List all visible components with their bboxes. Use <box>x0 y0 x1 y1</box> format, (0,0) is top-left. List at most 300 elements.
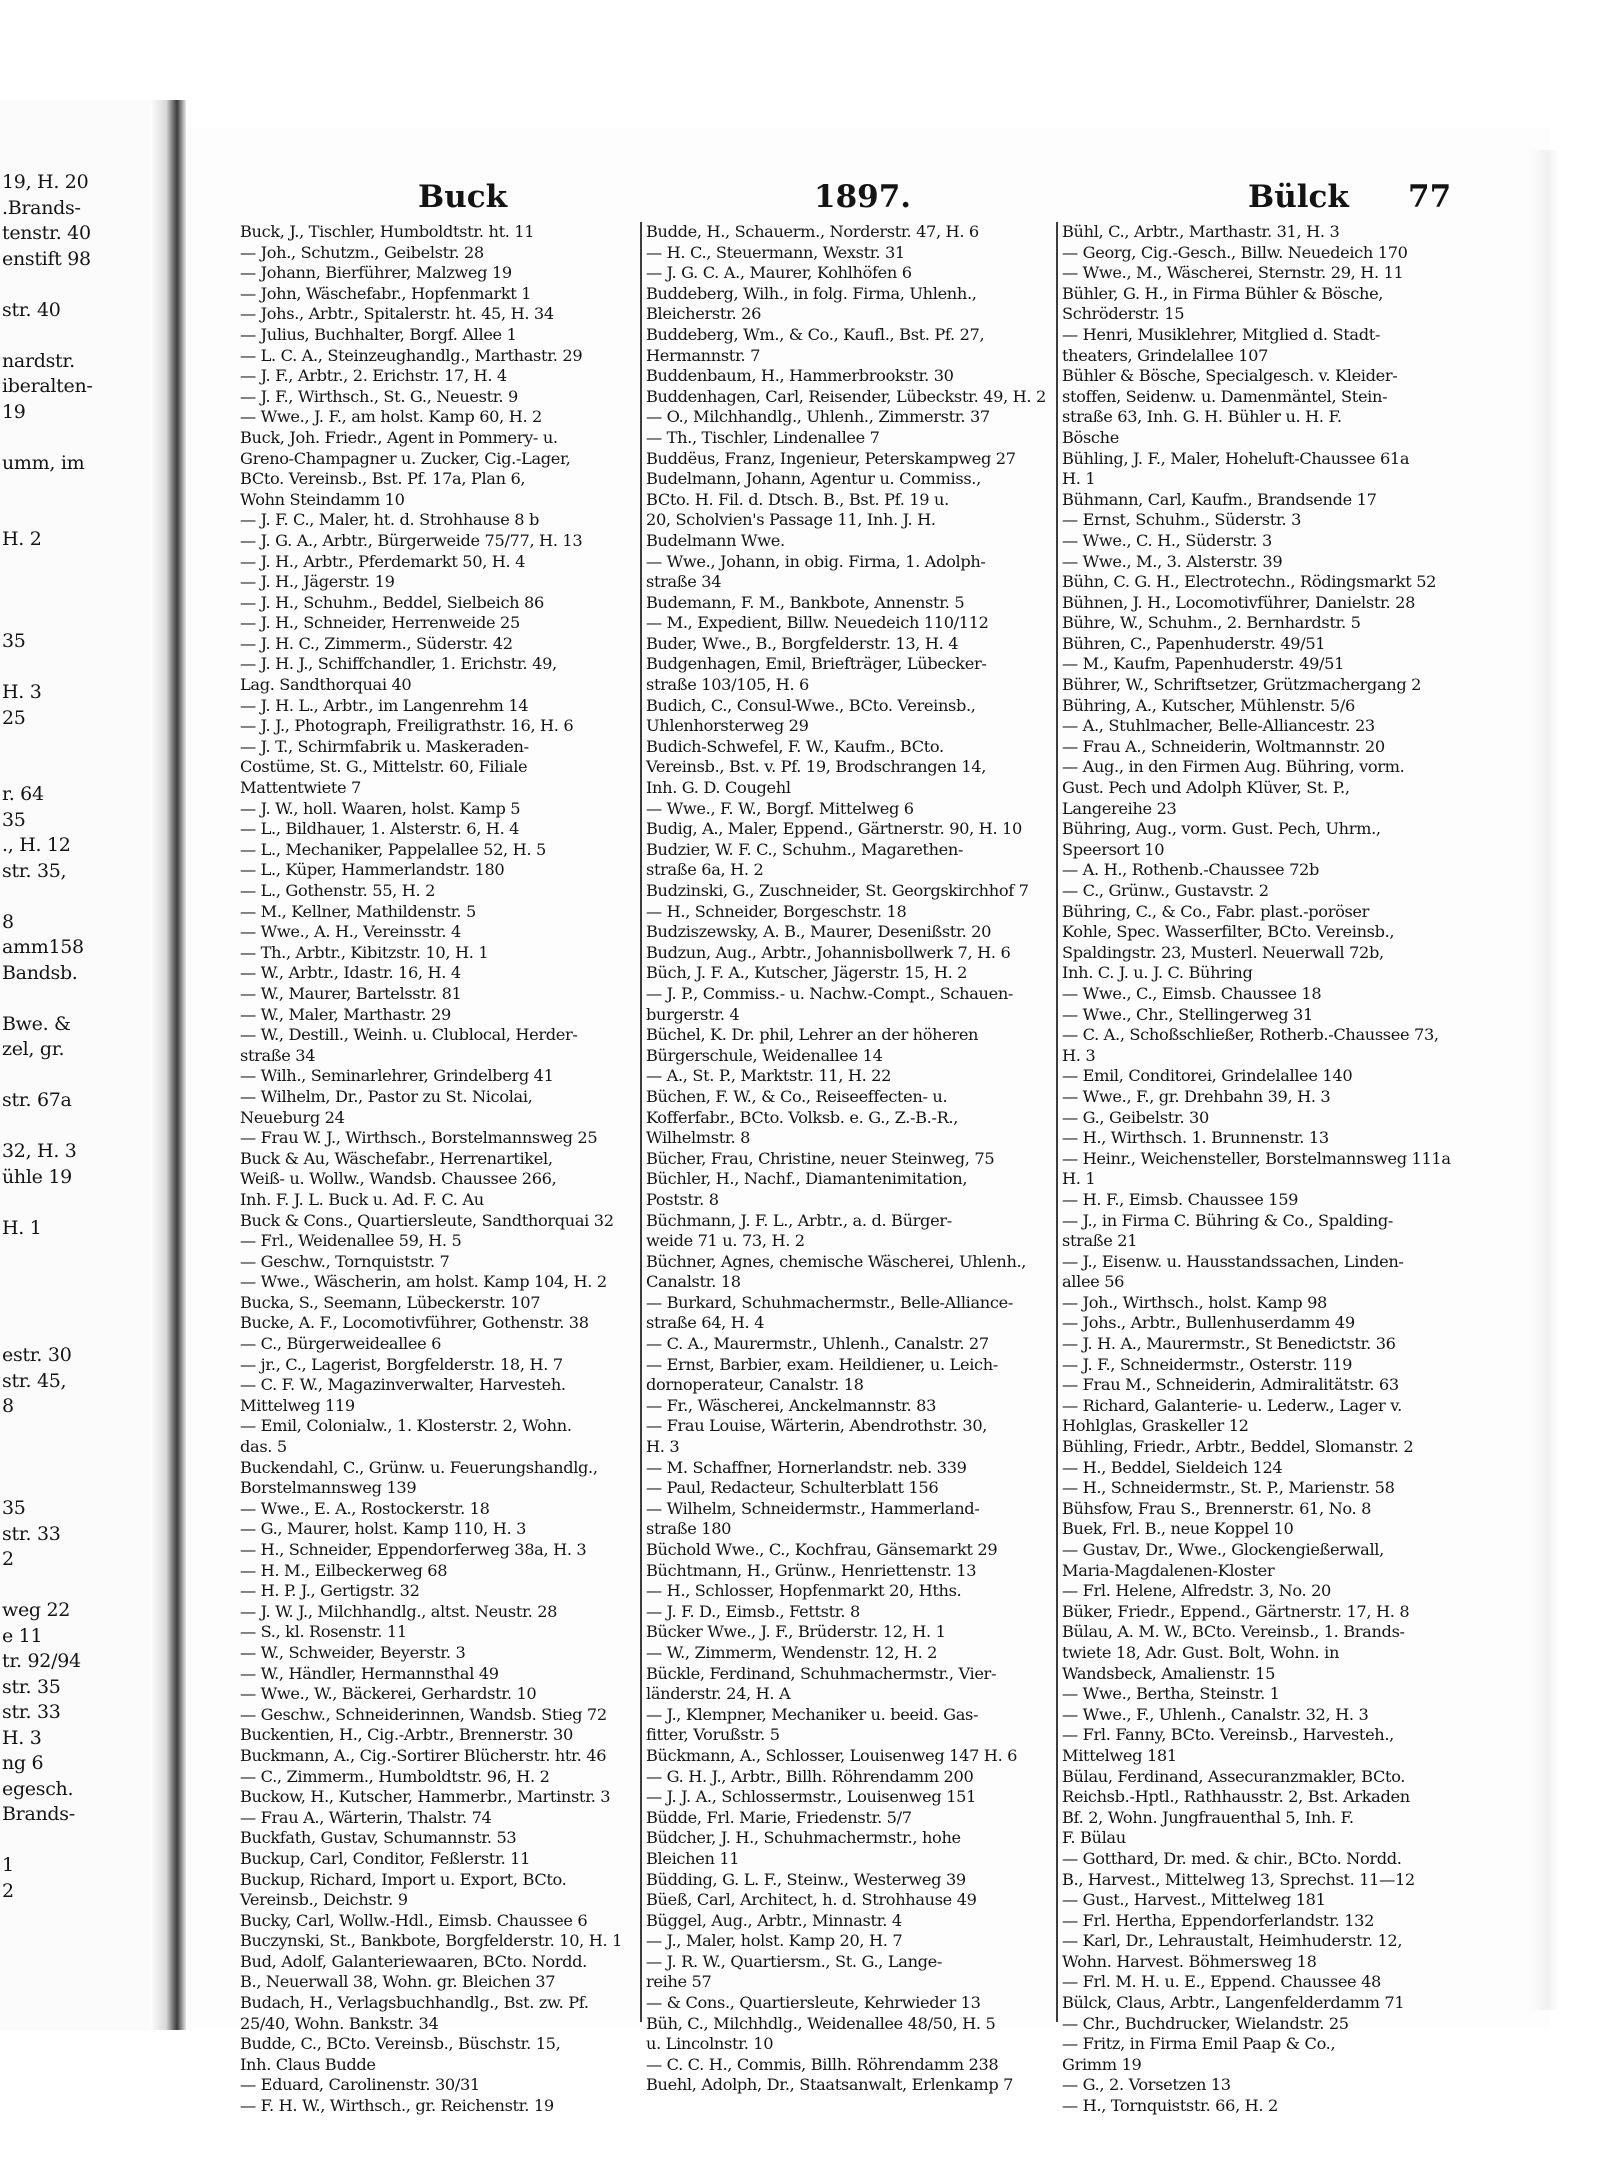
directory-entry-line: H. 3 <box>646 1437 680 1457</box>
directory-entry-line: Bühling, Friedr., Arbtr., Beddel, Slomanstr. 2 <box>1062 1437 1414 1457</box>
directory-entry-line: Buckmann, A., Cig.-Sortirer Blücherstr. htr. 46 <box>240 1745 607 1765</box>
previous-page-fragment: estr. 30 <box>2 1344 72 1366</box>
directory-entry-line: — Wwe., Bertha, Steinstr. 1 <box>1062 1684 1280 1704</box>
directory-entry-line: Buck, J., Tischler, Humboldtstr. ht. 11 <box>240 222 535 241</box>
directory-entry-line: Wandsbeck, Amalienstr. 15 <box>1062 1663 1276 1683</box>
directory-entry-line: Bucke, A. F., Locomotivführer, Gothenstr. 38 <box>240 1313 589 1333</box>
directory-entry-line: Bühsfow, Frau S., Brennerstr. 61, No. 8 <box>1062 1498 1372 1518</box>
directory-entry-line: — Frl. Fanny, BCto. Vereinsb., Harvesteh., <box>1062 1725 1394 1745</box>
column-divider <box>1056 222 1058 2022</box>
directory-entry-line: Büh, C., Milchhdlg., Weidenallee 48/50, H. 5 <box>646 2013 996 2033</box>
directory-entry-line: Bülck, Claus, Arbtr., Langenfelderdamm 71 <box>1062 1993 1405 2013</box>
directory-entry-line: — C. A., Schoßschließer, Rotherb.-Chaussee 73, <box>1062 1025 1439 1045</box>
directory-entry-line: — Henri, Musiklehrer, Mitglied d. Stadt- <box>1062 324 1381 344</box>
directory-entry-line: — M., Kaufm, Papenhuderstr. 49/51 <box>1062 654 1345 674</box>
directory-entry-line: — J. F. C., Maler, ht. d. Strohhause 8 b <box>240 510 540 530</box>
directory-entry-line: — Frau Louise, Wärterin, Abendrothstr. 30, <box>646 1416 988 1436</box>
directory-entry-line: — M. Schaffner, Hornerlandstr. neb. 339 <box>646 1457 967 1477</box>
directory-entry-line: — Frau M., Schneiderin, Admiralitätstr. 63 <box>1062 1375 1399 1395</box>
previous-page-fragment: 19 <box>2 400 26 423</box>
directory-entry-line: Büchner, Agnes, chemische Wäscherei, Uhlenh., <box>646 1251 1027 1271</box>
directory-entry-line: Buckendahl, C., Grünw. u. Feuerungshandlg., <box>240 1457 598 1477</box>
previous-page-fragment: .Brands- <box>2 196 81 219</box>
previous-page-fragment: ühle 19 <box>2 1165 72 1188</box>
directory-entry-line: — J., Maler, holst. Kamp 20, H. 7 <box>646 1931 903 1951</box>
directory-entry-line: Budzun, Aug., Arbtr., Johannisbollwerk 7, H. 6 <box>646 942 1011 962</box>
directory-entry-line: — Frl. Helene, Alfredstr. 3, No. 20 <box>1062 1581 1331 1601</box>
directory-entry-line: — J., Eisenw. u. Hausstandssachen, Linden- <box>1062 1251 1404 1271</box>
directory-entry-line: reihe 57 <box>646 1972 712 1992</box>
directory-entry-line: Bühren, C., Papenhuderstr. 49/51 <box>1062 633 1326 653</box>
directory-entry-line: — Gust., Harvest., Mittelweg 181 <box>1062 1890 1326 1910</box>
directory-entry-line: — L., Mechaniker, Pappelallee 52, H. 5 <box>240 839 546 859</box>
previous-page-fragment: 2 <box>2 1879 14 1902</box>
directory-entry-line: — Richard, Galanterie- u. Lederw., Lager v. <box>1062 1395 1402 1415</box>
directory-entry-line: H. 1 <box>1062 1169 1096 1189</box>
directory-entry-line: Bud, Adolf, Galanteriewaaren, BCto. Nordd. <box>240 1951 587 1971</box>
directory-entry-line: — H., Schlosser, Hopfenmarkt 20, Hths. <box>646 1581 962 1601</box>
directory-entry-line: — G., 2. Vorsetzen 13 <box>1062 2075 1231 2095</box>
directory-entry-line: Buddeberg, Wm., & Co., Kaufl., Bst. Pf. 27, <box>646 324 985 344</box>
directory-entry-line: — Geschw., Schneiderinnen, Wandsb. Stieg 72 <box>240 1704 607 1724</box>
directory-entry-line: — H. C., Steuermann, Wexstr. 31 <box>646 242 905 262</box>
directory-entry-line: — J. H. J., Schiffchandler, 1. Erichstr. 49, <box>240 654 557 674</box>
directory-entry-line: Bühmann, Carl, Kaufm., Brandsende 17 <box>1062 489 1377 509</box>
directory-entry-line: Neueburg 24 <box>240 1107 345 1127</box>
directory-entry-line: — Fritz, in Firma Emil Paap & Co., <box>1062 2034 1336 2054</box>
previous-page-fragment: 35 <box>2 1497 26 1519</box>
directory-entry-line: straße 103/105, H. 6 <box>646 675 809 695</box>
previous-page-fragment: e 11 <box>2 1624 43 1647</box>
directory-entry-line: — Johann, Bierführer, Malzweg 19 <box>240 263 512 283</box>
directory-entry-line: Bühring, A., Kutscher, Mühlenstr. 5/6 <box>1062 695 1355 715</box>
directory-entry-line: u. Lincolnstr. 10 <box>646 2034 774 2054</box>
directory-entry-line: Grimm 19 <box>1062 2054 1142 2074</box>
previous-page-fragment: amm158 <box>2 936 84 958</box>
directory-entry-line: Hohlglas, Graskeller 12 <box>1062 1416 1249 1436</box>
running-header-right: Bülck <box>1248 179 1349 215</box>
previous-page-fragment: H. 1 <box>2 1216 42 1239</box>
directory-entry-line: — Frl. M. H. u. E., Eppend. Chaussee 48 <box>1062 1972 1381 1992</box>
directory-entry-line: — Emil, Conditorei, Grindelallee 140 <box>1062 1066 1353 1086</box>
directory-entry-line: Bückle, Ferdinand, Schuhmachermstr., Vier- <box>646 1663 997 1683</box>
directory-entry-line: — W., Maler, Marthastr. 29 <box>240 1004 451 1024</box>
column-divider <box>640 222 642 2022</box>
previous-page-fragment: H. 2 <box>2 528 42 550</box>
previous-page-fragment: tenstr. 40 <box>2 222 91 244</box>
directory-entry-line: Buek, Frl. B., neue Koppel 10 <box>1062 1519 1294 1539</box>
directory-entry-line: straße 64, H. 4 <box>646 1313 765 1333</box>
directory-column-3 <box>1062 222 1454 2116</box>
directory-entry-line: Costüme, St. G., Mittelstr. 60, Filiale <box>240 757 528 777</box>
directory-entry-line: — J. H. L., Arbtr., im Langenrehm 14 <box>240 695 529 715</box>
directory-entry-line: — J. G. A., Arbtr., Bürgerweide 75/77, H. 13 <box>240 530 583 550</box>
directory-entry-line: Bleicherstr. 26 <box>646 304 762 324</box>
directory-entry-line: weide 71 u. 73, H. 2 <box>646 1231 805 1251</box>
previous-page-fragment: zel, gr. <box>2 1038 65 1060</box>
previous-page-fragment: 8 <box>2 910 14 933</box>
directory-entry-line: — J. P., Commiss.- u. Nachw.-Compt., Schauen- <box>646 983 1014 1003</box>
directory-entry-line: — & Cons., Quartiersleute, Kehrwieder 13 <box>646 1993 981 2013</box>
directory-entry-line: — Wwe., W., Bäckerei, Gerhardstr. 10 <box>240 1684 537 1704</box>
directory-entry-line: Bucky, Carl, Wollw.-Hdl., Eimsb. Chaussee 6 <box>240 1910 588 1930</box>
directory-entry-line: 20, Scholvien's Passage 11, Inh. J. H. <box>646 510 936 530</box>
directory-entry-line: Buckfath, Gustav, Schumannstr. 53 <box>240 1828 517 1848</box>
previous-page-fragment: str. 67a <box>2 1089 72 1111</box>
directory-entry-line: straße 34 <box>646 572 722 592</box>
previous-page-fragment: ., H. 12 <box>2 834 71 856</box>
directory-entry-line: — C., Zimmerm., Humboldtstr. 96, H. 2 <box>240 1766 550 1786</box>
directory-entry-line: Bösche <box>1062 427 1119 447</box>
directory-entry-line: — M., Expedient, Billw. Neuedeich 110/112 <box>646 613 989 633</box>
directory-entry-line: — W., Maurer, Bartelsstr. 81 <box>240 983 462 1003</box>
directory-entry-line: — Th., Tischler, Lindenallee 7 <box>646 427 880 447</box>
directory-entry-line: Vereinsb., Bst. v. Pf. 19, Brodschrangen 14, <box>646 757 987 777</box>
previous-page-fragment: 8 <box>2 1395 14 1417</box>
directory-entry-line: — J. W., holl. Waaren, holst. Kamp 5 <box>240 798 521 818</box>
directory-entry-line: Budzinski, G., Zuschneider, St. Georgskirchhof 7 <box>646 881 1029 900</box>
directory-entry-line: Budzier, W. F. C., Schuhm., Magarethen- <box>646 839 964 859</box>
directory-column-2 <box>646 222 1050 2095</box>
previous-page-fragment: str. 33 <box>2 1522 61 1545</box>
directory-entry-line: Buck & Cons., Quartiersleute, Sandthorquai 32 <box>240 1210 614 1230</box>
directory-entry-line: — Geschw., Tornquiststr. 7 <box>240 1251 450 1271</box>
previous-page-fragment: enstift 98 <box>2 247 91 270</box>
directory-entry-line: Budelmann Wwe. <box>646 530 785 550</box>
directory-entry-line: Büdcher, J. H., Schuhmachermstr., hohe <box>646 1828 961 1848</box>
directory-entry-line: — J. H. A., Maurermstr., St Benedictstr. 36 <box>1062 1334 1396 1354</box>
directory-entry-line: Greno-Champagner u. Zucker, Cig.-Lager, <box>240 448 571 468</box>
directory-entry-line: Büdding, G. L. F., Steinw., Westerweg 39 <box>646 1869 966 1889</box>
previous-page-fragment: weg 22 <box>2 1599 71 1621</box>
previous-page-fragment: 1 <box>2 1854 14 1876</box>
directory-entry-line: — W., Arbtr., Idastr. 16, H. 4 <box>240 963 461 983</box>
directory-entry-line: straße 6a, H. 2 <box>646 860 764 880</box>
directory-entry-line: — Joh., Schutzm., Geibelstr. 28 <box>240 242 484 262</box>
directory-entry-line: länderstr. 24, H. A <box>646 1684 791 1704</box>
previous-page-fragment: 2 <box>2 1548 14 1570</box>
directory-entry-line: — C. C. H., Commis, Billh. Röhrendamm 238 <box>646 2054 999 2074</box>
directory-entry-line: Gust. Pech und Adolph Klüver, St. P., <box>1062 778 1350 798</box>
previous-page-fragment: Bandsb. <box>2 961 78 984</box>
directory-entry-line: — H. M., Eilbeckerweg 68 <box>240 1560 448 1580</box>
directory-entry-line: Büggel, Aug., Arbtr., Minnastr. 4 <box>646 1910 902 1930</box>
directory-entry-line: Reichsb.-Hptl., Rathhausstr. 2, Bst. Arkaden <box>1062 1787 1410 1807</box>
directory-entry-line: — Wwe., C., Eimsb. Chaussee 18 <box>1062 983 1322 1003</box>
directory-entry-line: BCto. H. Fil. d. Dtsch. B., Bst. Pf. 19 u. <box>646 489 949 509</box>
directory-entry-line: — J. H., Schneider, Herrenweide 25 <box>240 613 520 633</box>
directory-entry-line: Bülau, A. M. W., BCto. Vereinsb., 1. Brands- <box>1062 1622 1405 1642</box>
directory-entry-line: — Wwe., F., Uhlenh., Canalstr. 32, H. 3 <box>1062 1704 1369 1724</box>
directory-entry-line: Bülau, Ferdinand, Assecuranzmakler, BCto. <box>1062 1766 1406 1786</box>
directory-entry-line: — Wilhelm, Dr., Pastor zu St. Nicolai, <box>240 1086 533 1106</box>
directory-entry-line: — H., Wirthsch. 1. Brunnenstr. 13 <box>1062 1128 1329 1148</box>
directory-entry-line: Canalstr. 18 <box>646 1272 741 1292</box>
directory-entry-line: — G., Geibelstr. 30 <box>1062 1107 1209 1127</box>
directory-entry-line: — C., Bürgerweideallee 6 <box>240 1334 442 1354</box>
directory-entry-line: — L., Küper, Hammerlandstr. 180 <box>240 860 505 880</box>
directory-entry-line: das. 5 <box>240 1437 287 1457</box>
directory-entry-line: Büchtmann, H., Grünw., Henriettenstr. 13 <box>646 1560 977 1580</box>
directory-entry-line: H. 3 <box>1062 1045 1096 1065</box>
running-header-year: 1897. <box>814 179 912 215</box>
directory-entry-line: — Georg, Cig.-Gesch., Billw. Neuedeich 170 <box>1062 242 1408 262</box>
directory-entry-line: Mattentwiete 7 <box>240 778 361 798</box>
directory-entry-line: — Wwe., J. F., am holst. Kamp 60, H. 2 <box>240 407 543 427</box>
previous-page-edge <box>0 100 168 2030</box>
directory-entry-line: — Wwe., A. H., Vereinsstr. 4 <box>240 922 461 942</box>
directory-entry-line: Buck, Joh. Friedr., Agent in Pommery- u. <box>240 427 558 447</box>
directory-entry-line: Buckup, Richard, Import u. Export, BCto. <box>240 1869 567 1889</box>
directory-entry-line: — Emil, Colonialw., 1. Klosterstr. 2, Wohn. <box>240 1416 572 1436</box>
directory-entry-line: — W., Händler, Hermannsthal 49 <box>240 1663 499 1683</box>
directory-entry-line: — M., Kellner, Mathildenstr. 5 <box>240 901 476 921</box>
previous-page-fragment: str. 33 <box>2 1701 61 1723</box>
previous-page-fragment: str. 35 <box>2 1675 61 1698</box>
directory-entry-line: — C. A., Maurermstr., Uhlenh., Canalstr. 27 <box>646 1334 989 1354</box>
previous-page-fragment: str. 45, <box>2 1369 67 1392</box>
directory-entry-line: Uhlenhorsterweg 29 <box>646 716 809 736</box>
directory-entry-line: — Wilhelm, Schneidermstr., Hammerland- <box>646 1498 980 1518</box>
directory-entry-line: Budemann, F. M., Bankbote, Annenstr. 5 <box>646 592 965 612</box>
directory-entry-line: Büchmann, J. F. L., Arbtr., a. d. Bürger- <box>646 1210 952 1230</box>
directory-entry-line: — J. W. J., Milchhandlg., altst. Neustr. 28 <box>240 1601 558 1621</box>
directory-entry-line: — J. G. C. A., Maurer, Kohlhöfen 6 <box>646 263 912 283</box>
directory-entry-line: — J. J., Photograph, Freiligrathstr. 16, H. 6 <box>240 716 574 736</box>
page-number: 77 <box>1408 179 1452 215</box>
directory-entry-line: Buczynski, St., Bankbote, Borgfelderstr. 10, H. 1 <box>240 1931 623 1951</box>
directory-entry-line: — J. F. D., Eimsb., Fettstr. 8 <box>646 1601 860 1621</box>
directory-entry-line: — Joh., Wirthsch., holst. Kamp 98 <box>1062 1292 1327 1312</box>
directory-entry-line: theaters, Grindelallee 107 <box>1062 345 1269 365</box>
directory-entry-line: Büchold Wwe., C., Kochfrau, Gänsemarkt 29 <box>646 1540 998 1559</box>
directory-entry-line: — J. H., Arbtr., Pferdemarkt 50, H. 4 <box>240 551 526 571</box>
directory-entry-line: — J. T., Schirmfabrik u. Maskeraden- <box>240 736 529 756</box>
directory-entry-line: Inh. C. J. u. J. C. Bühring <box>1062 963 1253 983</box>
directory-entry-line: Buehl, Adolph, Dr., Staatsanwalt, Erlenkamp 7 <box>646 2075 1014 2095</box>
directory-entry-line: Bürgerschule, Weidenallee 14 <box>646 1045 883 1065</box>
directory-entry-line: straße 180 <box>646 1519 732 1539</box>
directory-entry-line: Budde, H., Schauerm., Norderstr. 47, H. 6 <box>646 222 979 241</box>
previous-page-fragment: H. 3 <box>2 681 42 703</box>
directory-entry-line: — L. C. A., Steinzeughandlg., Marthastr. 29 <box>240 345 583 365</box>
directory-entry-line: — H., Tornquiststr. 66, H. 2 <box>1062 2096 1278 2116</box>
previous-page-fragment: 19, H. 20 <box>2 171 89 193</box>
directory-entry-line: — Wwe., Johann, in obig. Firma, 1. Adolph- <box>646 551 986 571</box>
directory-entry-line: Büchler, H., Nachf., Diamantenimitation, <box>646 1169 968 1189</box>
directory-entry-line: Budich-Schwefel, F. W., Kaufm., BCto. <box>646 736 944 756</box>
directory-entry-line: Bühring, Aug., vorm. Gust. Pech, Uhrm., <box>1062 819 1381 839</box>
directory-entry-line: — Gotthard, Dr. med. & chir., BCto. Nordd. <box>1062 1848 1402 1868</box>
directory-entry-line: — Chr., Buchdrucker, Wielandstr. 25 <box>1062 2013 1349 2033</box>
directory-entry-line: Bühler & Bösche, Specialgesch. v. Kleider- <box>1062 366 1398 386</box>
directory-entry-line: burgerstr. 4 <box>646 1004 740 1024</box>
previous-page-fragment: 25 <box>2 706 26 729</box>
directory-entry-line: Büchel, K. Dr. phil, Lehrer an der höheren <box>646 1025 979 1045</box>
directory-entry-line: — Wwe., F., gr. Drehbahn 39, H. 3 <box>1062 1086 1331 1106</box>
directory-entry-line: — Johs., Arbtr., Bullenhuserdamm 49 <box>1062 1313 1355 1333</box>
directory-entry-line: Budig, A., Maler, Eppend., Gärtnerstr. 90, H. 10 <box>646 819 1022 839</box>
directory-entry-line: Buddëus, Franz, Ingenieur, Peterskampweg 27 <box>646 448 1016 468</box>
directory-entry-line: — J. R. W., Quartiersm., St. G., Lange- <box>646 1951 943 1971</box>
directory-entry-line: BCto. Vereinsb., Bst. Pf. 17a, Plan 6, <box>240 469 526 489</box>
directory-entry-line: B., Harvest., Mittelweg 13, Sprechst. 11—12 <box>1062 1869 1415 1889</box>
directory-entry-line: dornoperateur, Canalstr. 18 <box>646 1375 864 1395</box>
directory-entry-line: — J. H. C., Zimmerm., Süderstr. 42 <box>240 633 513 653</box>
directory-entry-line: Buckow, H., Kutscher, Hammerbr., Martinstr. 3 <box>240 1787 611 1807</box>
directory-entry-line: — Ernst, Barbier, exam. Heildiener, u. Leich- <box>646 1354 998 1374</box>
previous-page-fragment: iberalten- <box>2 375 93 397</box>
directory-entry-line: — Wwe., E. A., Rostockerstr. 18 <box>240 1498 490 1518</box>
directory-entry-line: — H., Schneidermstr., St. P., Marienstr. 58 <box>1062 1478 1395 1498</box>
previous-page-fragment: umm, im <box>2 451 85 474</box>
directory-entry-line: — G., Maurer, holst. Kamp 110, H. 3 <box>240 1519 527 1539</box>
previous-page-fragment: 35 <box>2 630 26 652</box>
directory-entry-line: — H. P. J., Gertigstr. 32 <box>240 1581 420 1601</box>
directory-entry-line: stoffen, Seidenw. u. Damenmäntel, Stein- <box>1062 386 1388 406</box>
directory-entry-line: — J. F., Arbtr., 2. Erichstr. 17, H. 4 <box>240 366 507 386</box>
directory-entry-line: — Eduard, Carolinenstr. 30/31 <box>240 2075 480 2095</box>
directory-entry-line: allee 56 <box>1062 1272 1125 1292</box>
directory-entry-line: Budgenhagen, Emil, Briefträger, Lübecker- <box>646 654 987 674</box>
directory-entry-line: — H., Schneider, Borgeschstr. 18 <box>646 901 907 921</box>
directory-column-1 <box>240 222 636 2116</box>
directory-entry-line: Wilhelmstr. 8 <box>646 1128 751 1148</box>
directory-entry-line: — A., Stuhlmacher, Belle-Alliancestr. 23 <box>1062 716 1375 736</box>
previous-page-fragment: 35 <box>2 808 26 831</box>
directory-entry-line: Bühler, G. H., in Firma Bühler & Bösche, <box>1062 283 1384 303</box>
directory-entry-line: — J. F., Wirthsch., St. G., Neuestr. 9 <box>240 386 518 406</box>
directory-entry-line: B., Neuerwall 38, Wohn. gr. Bleichen 37 <box>240 1972 556 1992</box>
directory-entry-line: — Wwe., C. H., Süderstr. 3 <box>1062 530 1272 550</box>
directory-entry-line: Maria-Magdalenen-Kloster <box>1062 1560 1275 1580</box>
directory-entry-line: — Frau A., Schneiderin, Woltmannstr. 20 <box>1062 736 1385 756</box>
directory-entry-line: — O., Milchhandlg., Uhlenh., Zimmerstr. 37 <box>646 407 990 427</box>
directory-entry-line: — Wwe., Chr., Stellingerweg 31 <box>1062 1004 1313 1024</box>
directory-entry-line: Budde, C., BCto. Vereinsb., Büschstr. 15, <box>240 2034 561 2054</box>
directory-entry-line: Budach, H., Verlagsbuchhandlg., Bst. zw. Pf. <box>240 1993 589 2013</box>
directory-entry-line: Kohle, Spec. Wasserfilter, BCto. Vereinsb., <box>1062 922 1395 942</box>
directory-entry-line: — J., Klempner, Mechaniker u. beeid. Gas- <box>646 1704 979 1724</box>
directory-entry-line: — H., Beddel, Sieldeich 124 <box>1062 1457 1283 1477</box>
directory-entry-line: — Frl., Weidenallee 59, H. 5 <box>240 1231 462 1251</box>
directory-entry-line: — Wwe., M., 3. Alsterstr. 39 <box>1062 551 1283 571</box>
directory-entry-line: Wohn. Harvest. Böhmersweg 18 <box>1062 1951 1317 1971</box>
directory-entry-line: — G. H. J., Arbtr., Billh. Röhrendamm 200 <box>646 1766 974 1786</box>
directory-entry-line: — Karl, Dr., Lehraustalt, Heimhuderstr. 12, <box>1062 1931 1403 1951</box>
previous-page-fragment: Bwe. & <box>2 1012 71 1035</box>
directory-entry-line: fitter, Vorußstr. 5 <box>646 1725 780 1745</box>
directory-entry-line: — Frau A., Wärterin, Thalstr. 74 <box>240 1807 492 1827</box>
directory-entry-line: — Gustav, Dr., Wwe., Glockengießerwall, <box>1062 1540 1384 1559</box>
directory-entry-line: Kofferfabr., BCto. Volksb. e. G., Z.-B.-R., <box>646 1107 959 1127</box>
previous-page-fragment: r. 64 <box>2 783 44 805</box>
directory-entry-line: Budziszewsky, A. B., Maurer, Desenißstr. 20 <box>646 922 992 942</box>
book-gutter-shadow <box>150 100 186 2030</box>
running-header-left: Buck <box>418 179 508 215</box>
directory-entry-line: Buckentien, H., Cig.-Arbtr., Brennerstr. 30 <box>240 1725 573 1745</box>
directory-entry-line: — Ernst, Schuhm., Süderstr. 3 <box>1062 510 1302 530</box>
directory-entry-line: Budelmann, Johann, Agentur u. Commiss., <box>646 469 981 489</box>
directory-entry-line: Bühre, W., Schuhm., 2. Bernhardstr. 5 <box>1062 613 1361 633</box>
directory-entry-line: Buddenbaum, H., Hammerbrookstr. 30 <box>646 366 954 386</box>
directory-entry-line: Hermannstr. 7 <box>646 345 761 365</box>
directory-entry-line: straße 63, Inh. G. H. Bühler u. H. F. <box>1062 407 1342 427</box>
directory-entry-line: — W., Schweider, Beyerstr. 3 <box>240 1642 466 1662</box>
directory-entry-line: — A. H., Rothenb.-Chaussee 72b <box>1062 860 1319 880</box>
directory-entry-line: — L., Bildhauer, 1. Alsterstr. 6, H. 4 <box>240 819 520 839</box>
directory-entry-line: — Aug., in den Firmen Aug. Bühring, vorm. <box>1062 757 1405 777</box>
previous-page-fragment: egesch. <box>2 1777 74 1800</box>
directory-entry-line: — J., in Firma C. Bühring & Co., Spalding- <box>1062 1210 1393 1230</box>
directory-entry-line: — H., Schneider, Eppendorferweg 38a, H. 3 <box>240 1540 587 1559</box>
directory-entry-line: Wohn Steindamm 10 <box>240 489 405 509</box>
directory-entry-line: — Th., Arbtr., Kibitzstr. 10, H. 1 <box>240 942 489 962</box>
directory-entry-line: — S., kl. Rosenstr. 11 <box>240 1622 407 1642</box>
directory-entry-line: Inh. Claus Budde <box>240 2054 376 2074</box>
previous-page-fragment: nardstr. <box>2 349 75 372</box>
directory-entry-line: Büeß, Carl, Architect, h. d. Strohhause 49 <box>646 1890 977 1910</box>
directory-entry-line: — W., Zimmerm, Wendenstr. 12, H. 2 <box>646 1642 938 1662</box>
previous-page-fragment: ng 6 <box>2 1752 44 1774</box>
directory-entry-line: — Julius, Buchhalter, Borgf. Allee 1 <box>240 324 517 344</box>
directory-entry-line: Bf. 2, Wohn. Jungfrauenthal 5, Inh. F. <box>1062 1807 1354 1827</box>
directory-entry-line: Bührer, W., Schriftsetzer, Grützmachergang 2 <box>1062 675 1422 695</box>
directory-entry-line: Bühring, C., & Co., Fabr. plast.-poröser <box>1062 901 1370 921</box>
directory-entry-line: — C. F. W., Magazinverwalter, Harvesteh. <box>240 1375 566 1395</box>
directory-entry-line: Büker, Friedr., Eppend., Gärtnerstr. 17, H. 8 <box>1062 1601 1410 1621</box>
directory-entry-line: Bleichen 11 <box>646 1848 740 1868</box>
directory-entry-line: Lag. Sandthorquai 40 <box>240 675 412 695</box>
directory-entry-line: F. Bülau <box>1062 1828 1126 1848</box>
directory-entry-line: straße 34 <box>240 1045 316 1065</box>
directory-entry-line: Poststr. 8 <box>646 1189 719 1209</box>
directory-entry-line: — Wwe., M., Wäscherei, Sternstr. 29, H. 11 <box>1062 263 1404 283</box>
directory-entry-line: H. 1 <box>1062 469 1096 489</box>
directory-entry-line: — Wwe., F. W., Borgf. Mittelweg 6 <box>646 798 914 818</box>
directory-entry-line: — J. J. A., Schlossermstr., Louisenweg 151 <box>646 1787 977 1807</box>
directory-entry-line: Inh. G. D. Cougehl <box>646 778 791 798</box>
directory-entry-line: Weiß- u. Wollw., Wandsb. Chaussee 266, <box>240 1169 557 1189</box>
directory-entry-line: Büch, J. F. A., Kutscher, Jägerstr. 15, H. 2 <box>646 963 968 983</box>
directory-entry-line: — C., Grünw., Gustavstr. 2 <box>1062 881 1269 900</box>
directory-entry-line: Buckup, Carl, Conditor, Feßlerstr. 11 <box>240 1848 531 1868</box>
directory-entry-line: — Frl. Hertha, Eppendorferlandstr. 132 <box>1062 1910 1375 1930</box>
directory-entry-line: — Wilh., Seminarlehrer, Grindelberg 41 <box>240 1066 554 1086</box>
directory-entry-line: — Wwe., Wäscherin, am holst. Kamp 104, H. 2 <box>240 1272 607 1292</box>
directory-entry-line: twiete 18, Adr. Gust. Bolt, Wohn. in <box>1062 1642 1340 1662</box>
directory-entry-line: — John, Wäschefabr., Hopfenmarkt 1 <box>240 283 532 303</box>
directory-entry-line: Buder, Wwe., B., Borgfelderstr. 13, H. 4 <box>646 633 959 653</box>
directory-entry-line: Vereinsb., Deichstr. 9 <box>240 1890 408 1910</box>
directory-entry-line: Bücker Wwe., J. F., Brüderstr. 12, H. 1 <box>646 1622 946 1642</box>
directory-entry-line: Budich, C., Consul-Wwe., BCto. Vereinsb., <box>646 695 976 715</box>
directory-entry-line: Spaldingstr. 23, Musterl. Neuerwall 72b, <box>1062 942 1384 962</box>
directory-entry-line: Bühn, C. G. H., Electrotechn., Rödingsmarkt 52 <box>1062 572 1437 592</box>
directory-entry-line: Borstelmannsweg 139 <box>240 1478 417 1498</box>
previous-page-fragment: tr. 92/94 <box>2 1650 81 1672</box>
previous-page-fragment: Brands- <box>2 1803 75 1825</box>
directory-entry-line: Speersort 10 <box>1062 839 1165 859</box>
directory-entry-line: — A., St. P., Marktstr. 11, H. 22 <box>646 1066 892 1086</box>
directory-entry-line: — Frau W. J., Wirthsch., Borstelmannsweg 25 <box>240 1128 598 1148</box>
directory-entry-line: — J. H., Jägerstr. 19 <box>240 572 395 592</box>
previous-page-fragment: str. 35, <box>2 859 67 882</box>
directory-entry-line: Bühl, C., Arbtr., Marthastr. 31, H. 3 <box>1062 222 1340 241</box>
directory-entry-line: — Heinr., Weichensteller, Borstelmannsweg 111a <box>1062 1148 1451 1168</box>
directory-entry-line: Buck & Au, Wäschefabr., Herrenartikel, <box>240 1148 553 1168</box>
directory-entry-line: Bücher, Frau, Christine, neuer Steinweg, 75 <box>646 1148 995 1168</box>
